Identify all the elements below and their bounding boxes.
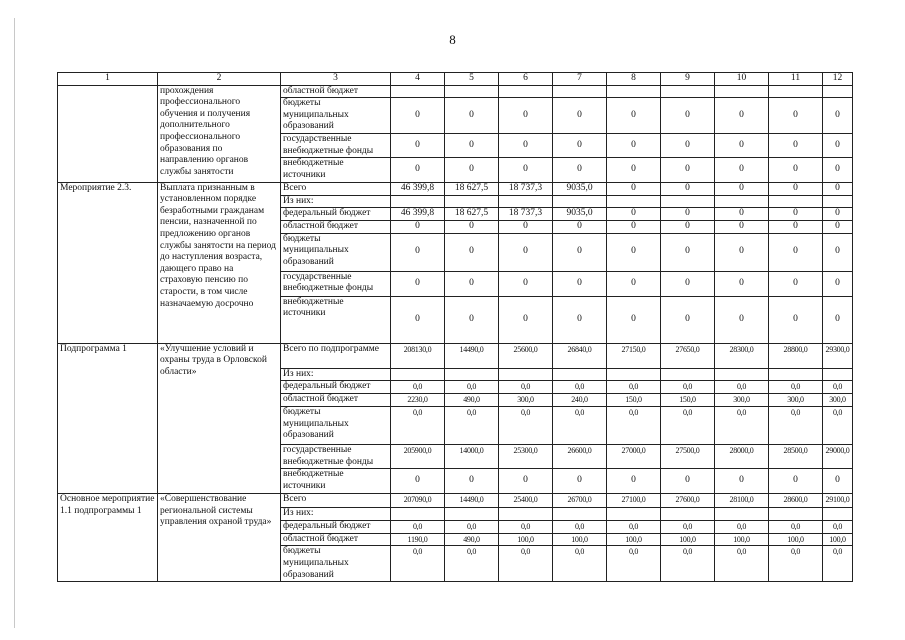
measure-description: «Совершенствование региональной системы управления охраной труда» [158, 494, 281, 582]
value-cell [391, 368, 445, 381]
table-header-row [58, 73, 853, 86]
value-cell [445, 85, 499, 98]
value-cell: 14000,0 [445, 444, 499, 468]
value-cell: 0 [499, 271, 553, 296]
value-cell: 0 [823, 271, 853, 296]
value-cell: 0 [445, 469, 499, 494]
value-cell: 0 [553, 233, 607, 271]
value-cell: 100,0 [607, 533, 661, 546]
value-cell: 0,0 [715, 546, 769, 582]
value-cell: 0,0 [445, 406, 499, 444]
value-cell: 0 [499, 221, 553, 234]
value-cell [661, 368, 715, 381]
value-cell: 0 [769, 469, 823, 494]
value-cell [391, 85, 445, 98]
value-cell: 0 [391, 296, 445, 343]
value-cell: 0 [445, 221, 499, 234]
value-cell: 100,0 [499, 533, 553, 546]
value-cell: 0 [715, 221, 769, 234]
value-cell [445, 508, 499, 521]
value-cell: 100,0 [553, 533, 607, 546]
header-cell: 10 [715, 73, 769, 86]
value-cell: 0,0 [553, 546, 607, 582]
value-cell: 0,0 [553, 520, 607, 533]
table-row [58, 494, 853, 508]
value-cell: 18 737,3 [499, 182, 553, 195]
value-cell: 0,0 [499, 546, 553, 582]
table-row [58, 85, 853, 98]
header-cell: 1 [58, 73, 158, 86]
value-cell: 29100,0 [823, 494, 853, 508]
value-cell: 26840,0 [553, 343, 607, 368]
value-cell: 490,0 [445, 533, 499, 546]
value-cell: 490,0 [445, 394, 499, 407]
value-cell [499, 195, 553, 208]
funding-source: Всего [281, 494, 391, 508]
value-cell: 1190,0 [391, 533, 445, 546]
value-cell: 0,0 [607, 520, 661, 533]
value-cell: 300,0 [769, 394, 823, 407]
funding-source: федеральный бюджет [281, 381, 391, 394]
value-cell: 0 [391, 98, 445, 134]
value-cell: 28800,0 [769, 343, 823, 368]
value-cell: 0 [553, 158, 607, 182]
funding-source: областной бюджет [281, 221, 391, 234]
value-cell: 28600,0 [769, 494, 823, 508]
value-cell [769, 368, 823, 381]
value-cell: 0 [823, 208, 853, 221]
value-cell [661, 508, 715, 521]
value-cell: 26600,0 [553, 444, 607, 468]
value-cell: 0 [499, 134, 553, 158]
value-cell: 0,0 [499, 381, 553, 394]
value-cell [391, 195, 445, 208]
value-cell [553, 508, 607, 521]
header-cell: 12 [823, 73, 853, 86]
measure-description: Выплата признанным в установленном порядке безработными гражданам пенсии, назначенной по предложению органов службы занятости на период до наступления возраста, дающего право на страховую пенсию по старости, в том числе назначаемую досрочно [158, 182, 281, 343]
header-cell: 8 [607, 73, 661, 86]
value-cell: 300,0 [715, 394, 769, 407]
value-cell: 0,0 [607, 406, 661, 444]
measure-description: «Улучшение условий и охраны труда в Орловской области» [158, 343, 281, 493]
value-cell [823, 508, 853, 521]
value-cell: 0,0 [391, 546, 445, 582]
value-cell: 0 [715, 296, 769, 343]
value-cell [715, 368, 769, 381]
value-cell: 0 [607, 158, 661, 182]
value-cell [823, 368, 853, 381]
funding-source: Из них: [281, 368, 391, 381]
value-cell: 27650,0 [661, 343, 715, 368]
value-cell: 25300,0 [499, 444, 553, 468]
value-cell: 0 [661, 296, 715, 343]
value-cell: 100,0 [823, 533, 853, 546]
value-cell: 100,0 [715, 533, 769, 546]
value-cell: 0,0 [823, 406, 853, 444]
value-cell: 0,0 [391, 381, 445, 394]
funding-source: Из них: [281, 195, 391, 208]
value-cell [499, 368, 553, 381]
value-cell: 0,0 [445, 546, 499, 582]
measure-name [58, 85, 158, 182]
measure-name: Подпрограмма 1 [58, 343, 158, 493]
value-cell: 9035,0 [553, 208, 607, 221]
value-cell: 0 [769, 208, 823, 221]
value-cell: 0,0 [607, 546, 661, 582]
value-cell [823, 195, 853, 208]
measure-name: Основное мероприятие 1.1 подпрограммы 1 [58, 494, 158, 582]
value-cell: 0 [391, 134, 445, 158]
funding-source: Всего [281, 182, 391, 195]
value-cell: 27500,0 [661, 444, 715, 468]
header-cell: 6 [499, 73, 553, 86]
value-cell: 0 [769, 296, 823, 343]
value-cell: 0,0 [661, 546, 715, 582]
value-cell [769, 508, 823, 521]
value-cell: 0 [661, 271, 715, 296]
value-cell: 0 [715, 134, 769, 158]
value-cell: 0 [715, 98, 769, 134]
value-cell: 0 [553, 296, 607, 343]
value-cell: 29300,0 [823, 343, 853, 368]
value-cell: 0,0 [823, 381, 853, 394]
value-cell: 0 [661, 469, 715, 494]
value-cell: 0 [499, 233, 553, 271]
value-cell [823, 85, 853, 98]
value-cell: 0 [445, 271, 499, 296]
value-cell: 0,0 [715, 520, 769, 533]
value-cell: 0 [607, 221, 661, 234]
value-cell: 0,0 [823, 546, 853, 582]
value-cell: 0,0 [769, 546, 823, 582]
value-cell: 0,0 [661, 520, 715, 533]
measure-name: Мероприятие 2.3. [58, 182, 158, 343]
value-cell: 0 [823, 158, 853, 182]
value-cell: 208130,0 [391, 343, 445, 368]
financing-table [57, 72, 853, 582]
value-cell [607, 85, 661, 98]
value-cell [391, 508, 445, 521]
value-cell: 27100,0 [607, 494, 661, 508]
value-cell: 25600,0 [499, 343, 553, 368]
value-cell: 0 [715, 233, 769, 271]
value-cell: 0 [769, 233, 823, 271]
value-cell [445, 195, 499, 208]
measure-description: прохождения профессионального обучения и получения дополнительного профессионального образования по направлению органов службы занятости [158, 85, 281, 182]
funding-source: федеральный бюджет [281, 520, 391, 533]
value-cell [661, 195, 715, 208]
funding-source: государственные внебюджетные фонды [281, 444, 391, 468]
value-cell: 0 [661, 98, 715, 134]
value-cell: 27000,0 [607, 444, 661, 468]
value-cell: 0 [823, 221, 853, 234]
value-cell [661, 85, 715, 98]
header-cell: 3 [281, 73, 391, 86]
value-cell: 0,0 [499, 520, 553, 533]
value-cell: 0 [607, 296, 661, 343]
value-cell: 0,0 [661, 406, 715, 444]
value-cell: 0 [553, 469, 607, 494]
value-cell: 0 [769, 98, 823, 134]
value-cell: 240,0 [553, 394, 607, 407]
funding-source: федеральный бюджет [281, 208, 391, 221]
value-cell: 0 [823, 182, 853, 195]
value-cell: 0 [553, 98, 607, 134]
table-row [58, 182, 853, 195]
value-cell: 0 [715, 208, 769, 221]
value-cell [769, 85, 823, 98]
value-cell: 0,0 [823, 520, 853, 533]
value-cell: 0 [661, 182, 715, 195]
value-cell: 0 [823, 98, 853, 134]
value-cell: 0 [715, 271, 769, 296]
value-cell: 0 [499, 296, 553, 343]
value-cell: 0 [823, 134, 853, 158]
funding-source: государственные внебюджетные фонды [281, 271, 391, 296]
value-cell: 46 399,8 [391, 182, 445, 195]
funding-source: областной бюджет [281, 394, 391, 407]
value-cell: 207090,0 [391, 494, 445, 508]
header-cell: 11 [769, 73, 823, 86]
value-cell: 205900,0 [391, 444, 445, 468]
value-cell: 0 [607, 469, 661, 494]
value-cell: 0 [823, 233, 853, 271]
value-cell: 0,0 [769, 520, 823, 533]
value-cell [553, 85, 607, 98]
value-cell: 0,0 [391, 520, 445, 533]
value-cell: 14490,0 [445, 343, 499, 368]
value-cell: 0 [391, 233, 445, 271]
value-cell: 0 [445, 296, 499, 343]
value-cell: 0 [553, 134, 607, 158]
value-cell: 29000,0 [823, 444, 853, 468]
value-cell: 0 [823, 469, 853, 494]
funding-source: Всего по подпрограмме [281, 343, 391, 368]
funding-source: бюджеты муниципальных образований [281, 98, 391, 134]
value-cell: 0,0 [391, 406, 445, 444]
funding-source: внебюджетные источники [281, 469, 391, 494]
header-cell: 9 [661, 73, 715, 86]
value-cell: 2230,0 [391, 394, 445, 407]
value-cell: 0 [607, 182, 661, 195]
value-cell [715, 508, 769, 521]
header-cell: 7 [553, 73, 607, 86]
funding-source: областной бюджет [281, 85, 391, 98]
value-cell: 300,0 [823, 394, 853, 407]
value-cell: 0 [769, 271, 823, 296]
value-cell: 0 [823, 296, 853, 343]
value-cell: 0,0 [715, 406, 769, 444]
value-cell: 0 [769, 158, 823, 182]
value-cell: 300,0 [499, 394, 553, 407]
value-cell: 18 627,5 [445, 182, 499, 195]
funding-source: бюджеты муниципальных образований [281, 406, 391, 444]
value-cell [715, 85, 769, 98]
value-cell: 26700,0 [553, 494, 607, 508]
funding-source: бюджеты муниципальных образований [281, 546, 391, 582]
value-cell [553, 195, 607, 208]
page-number: 8 [449, 32, 456, 47]
value-cell: 9035,0 [553, 182, 607, 195]
funding-source: внебюджетные источники [281, 296, 391, 343]
value-cell: 0 [769, 134, 823, 158]
header-cell: 5 [445, 73, 499, 86]
value-cell: 0 [769, 221, 823, 234]
value-cell: 0 [445, 134, 499, 158]
value-cell [445, 368, 499, 381]
value-cell: 0,0 [769, 381, 823, 394]
value-cell: 0,0 [661, 381, 715, 394]
header-cell: 4 [391, 73, 445, 86]
value-cell [499, 508, 553, 521]
value-cell: 28100,0 [715, 494, 769, 508]
header-cell: 2 [158, 73, 281, 86]
value-cell [499, 85, 553, 98]
value-cell [607, 195, 661, 208]
value-cell: 0 [607, 98, 661, 134]
value-cell: 0 [553, 221, 607, 234]
value-cell: 150,0 [607, 394, 661, 407]
value-cell: 0 [445, 233, 499, 271]
value-cell [607, 508, 661, 521]
value-cell: 27150,0 [607, 343, 661, 368]
value-cell: 0 [607, 208, 661, 221]
value-cell: 28000,0 [715, 444, 769, 468]
value-cell: 0,0 [499, 406, 553, 444]
value-cell: 0 [391, 271, 445, 296]
value-cell: 100,0 [769, 533, 823, 546]
value-cell: 0 [607, 271, 661, 296]
value-cell [553, 368, 607, 381]
value-cell: 14490,0 [445, 494, 499, 508]
value-cell: 0 [715, 158, 769, 182]
value-cell: 0,0 [607, 381, 661, 394]
value-cell: 0 [445, 98, 499, 134]
value-cell: 100,0 [661, 533, 715, 546]
value-cell: 0 [661, 233, 715, 271]
page-edge-line [14, 18, 15, 628]
value-cell: 0 [715, 182, 769, 195]
funding-source: государственные внебюджетные фонды [281, 134, 391, 158]
value-cell: 0 [391, 221, 445, 234]
value-cell: 25400,0 [499, 494, 553, 508]
value-cell [607, 368, 661, 381]
value-cell: 0 [391, 158, 445, 182]
funding-source: областной бюджет [281, 533, 391, 546]
value-cell: 18 737,3 [499, 208, 553, 221]
table-row [58, 343, 853, 368]
value-cell: 0 [499, 158, 553, 182]
value-cell: 28500,0 [769, 444, 823, 468]
value-cell: 0 [445, 158, 499, 182]
value-cell: 0 [499, 469, 553, 494]
value-cell: 0 [769, 182, 823, 195]
funding-source: бюджеты муниципальных образований [281, 233, 391, 271]
value-cell: 0,0 [553, 406, 607, 444]
value-cell: 0,0 [715, 381, 769, 394]
value-cell: 0 [661, 134, 715, 158]
value-cell: 0 [661, 158, 715, 182]
value-cell: 0 [715, 469, 769, 494]
value-cell: 46 399,8 [391, 208, 445, 221]
value-cell: 27600,0 [661, 494, 715, 508]
value-cell [715, 195, 769, 208]
value-cell: 0 [607, 134, 661, 158]
funding-source: Из них: [281, 508, 391, 521]
value-cell: 0 [553, 271, 607, 296]
value-cell: 0 [607, 233, 661, 271]
value-cell: 0 [499, 98, 553, 134]
value-cell: 0,0 [445, 381, 499, 394]
value-cell: 150,0 [661, 394, 715, 407]
value-cell: 0 [391, 469, 445, 494]
value-cell: 28300,0 [715, 343, 769, 368]
value-cell: 0 [661, 221, 715, 234]
value-cell: 18 627,5 [445, 208, 499, 221]
value-cell: 0,0 [445, 520, 499, 533]
value-cell: 0,0 [553, 381, 607, 394]
funding-source: внебюджетные источники [281, 158, 391, 182]
value-cell [769, 195, 823, 208]
value-cell: 0,0 [769, 406, 823, 444]
value-cell: 0 [661, 208, 715, 221]
